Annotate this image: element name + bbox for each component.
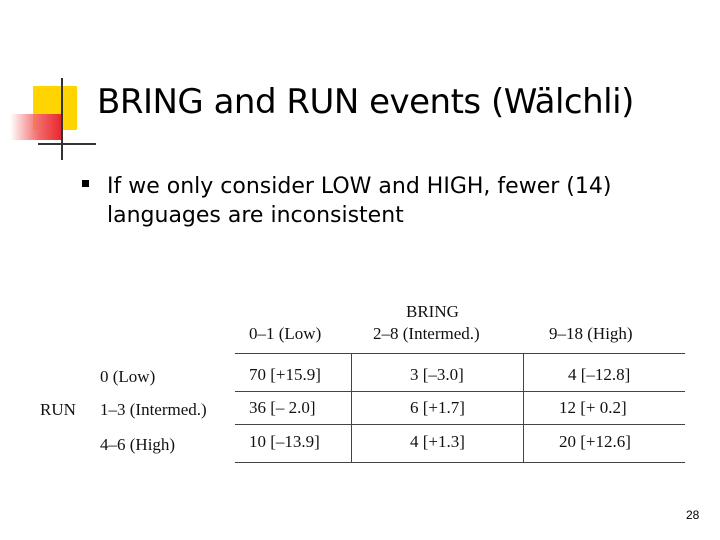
bullet-square-icon xyxy=(82,180,89,187)
table-rule-row xyxy=(235,391,685,392)
table-cell: 4 [+1.3] xyxy=(410,432,465,451)
table-column-header: 9–18 (High) xyxy=(549,324,633,343)
table-rule-vertical xyxy=(523,353,524,463)
table-cell: 20 [+12.6] xyxy=(559,432,631,451)
decor-vertical-line xyxy=(61,78,63,160)
table-col-header: BRING xyxy=(406,302,459,321)
table-rule-row xyxy=(235,424,685,425)
decor-red-gradient-bar xyxy=(10,114,62,140)
table-rule-vertical xyxy=(351,353,352,463)
table-cell: 3 [–3.0] xyxy=(410,365,464,384)
table-cell: 10 [–13.9] xyxy=(249,432,320,451)
table-column-header: 0–1 (Low) xyxy=(249,324,322,343)
bullet-text: If we only consider LOW and HIGH, fewer (14) languages are inconsistent xyxy=(107,174,612,228)
table-row-label: 4–6 (High) xyxy=(100,435,176,454)
table-cell: 36 [– 2.0] xyxy=(249,398,316,417)
table-rule-bottom xyxy=(235,462,685,463)
table-column-header: 2–8 (Intermed.) xyxy=(373,324,480,343)
table-cell: 70 [+15.9] xyxy=(249,365,321,384)
table-row-label: 1–3 (Intermed.) xyxy=(100,400,207,419)
decor-horizontal-line xyxy=(38,143,96,145)
page-number: 28 xyxy=(686,508,700,522)
table-cell: 4 [–12.8] xyxy=(568,365,631,384)
table-row-label: 0 (Low) xyxy=(100,367,156,386)
table-row-header: RUN xyxy=(40,400,76,419)
slide-title: BRING and RUN events (Wälchli) xyxy=(97,82,634,122)
table-cell: 6 [+1.7] xyxy=(410,398,465,417)
table-cell: 12 [+ 0.2] xyxy=(559,398,627,417)
table-rule-top xyxy=(235,353,685,354)
